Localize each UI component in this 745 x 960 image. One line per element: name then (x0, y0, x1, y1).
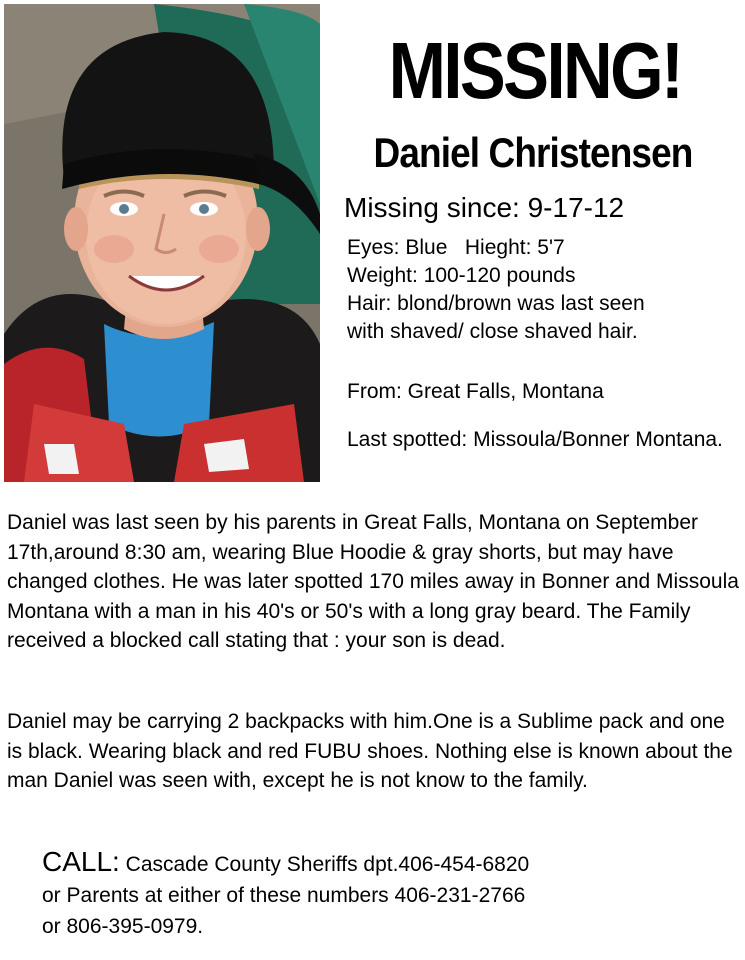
circumstances-paragraph: Daniel was last seen by his parents in Great Falls, Montana on September 17th,around 8:30 am, wearing Blue Hoodie & gray shorts, but may have changed clothes. He was later spotted 170 miles away in Bonner and Missoula Montana with a man in his 40's or 50's with a long gray beard. The Family received a blocked call stating that : your son is dead. (7, 511, 739, 652)
last-spotted-location: Last spotted: Missoula/Bonner Montana. (347, 428, 723, 451)
call-line-2: or Parents at either of these numbers 406-231-2766 (42, 884, 526, 907)
missing-person-photo (4, 4, 320, 482)
eyes-height-line: Eyes: Blue Hieght: 5'7 (347, 236, 565, 259)
hair-line: Hair: blond/brown was last seen (347, 292, 645, 315)
call-label: CALL: (42, 846, 120, 877)
hair-detail-line: with shaved/ close shaved hair. (347, 320, 638, 343)
missing-since-date: Missing since: 9-17-12 (344, 192, 625, 223)
person-name: Daniel Christensen (373, 129, 693, 176)
weight-line: Weight: 100-120 pounds (347, 264, 576, 287)
portrait-illustration (4, 4, 320, 482)
clothing-paragraph: Daniel may be carrying 2 backpacks with him.One is a Sublime pack and one is black. Wearing black and red FUBU shoes. Nothing else is known about the man Daniel was seen with, except he is not know to the family. (7, 710, 733, 792)
call-line-1 (42, 846, 742, 880)
hometown: From: Great Falls, Montana (347, 380, 604, 403)
physical-description (347, 234, 742, 346)
call-line-3: or 806-395-0979. (42, 915, 204, 938)
sheriff-phone: Cascade County Sheriffs dpt.406-454-6820 (119, 853, 530, 876)
missing-headline: MISSING! (388, 26, 682, 115)
contact-info (42, 846, 742, 942)
